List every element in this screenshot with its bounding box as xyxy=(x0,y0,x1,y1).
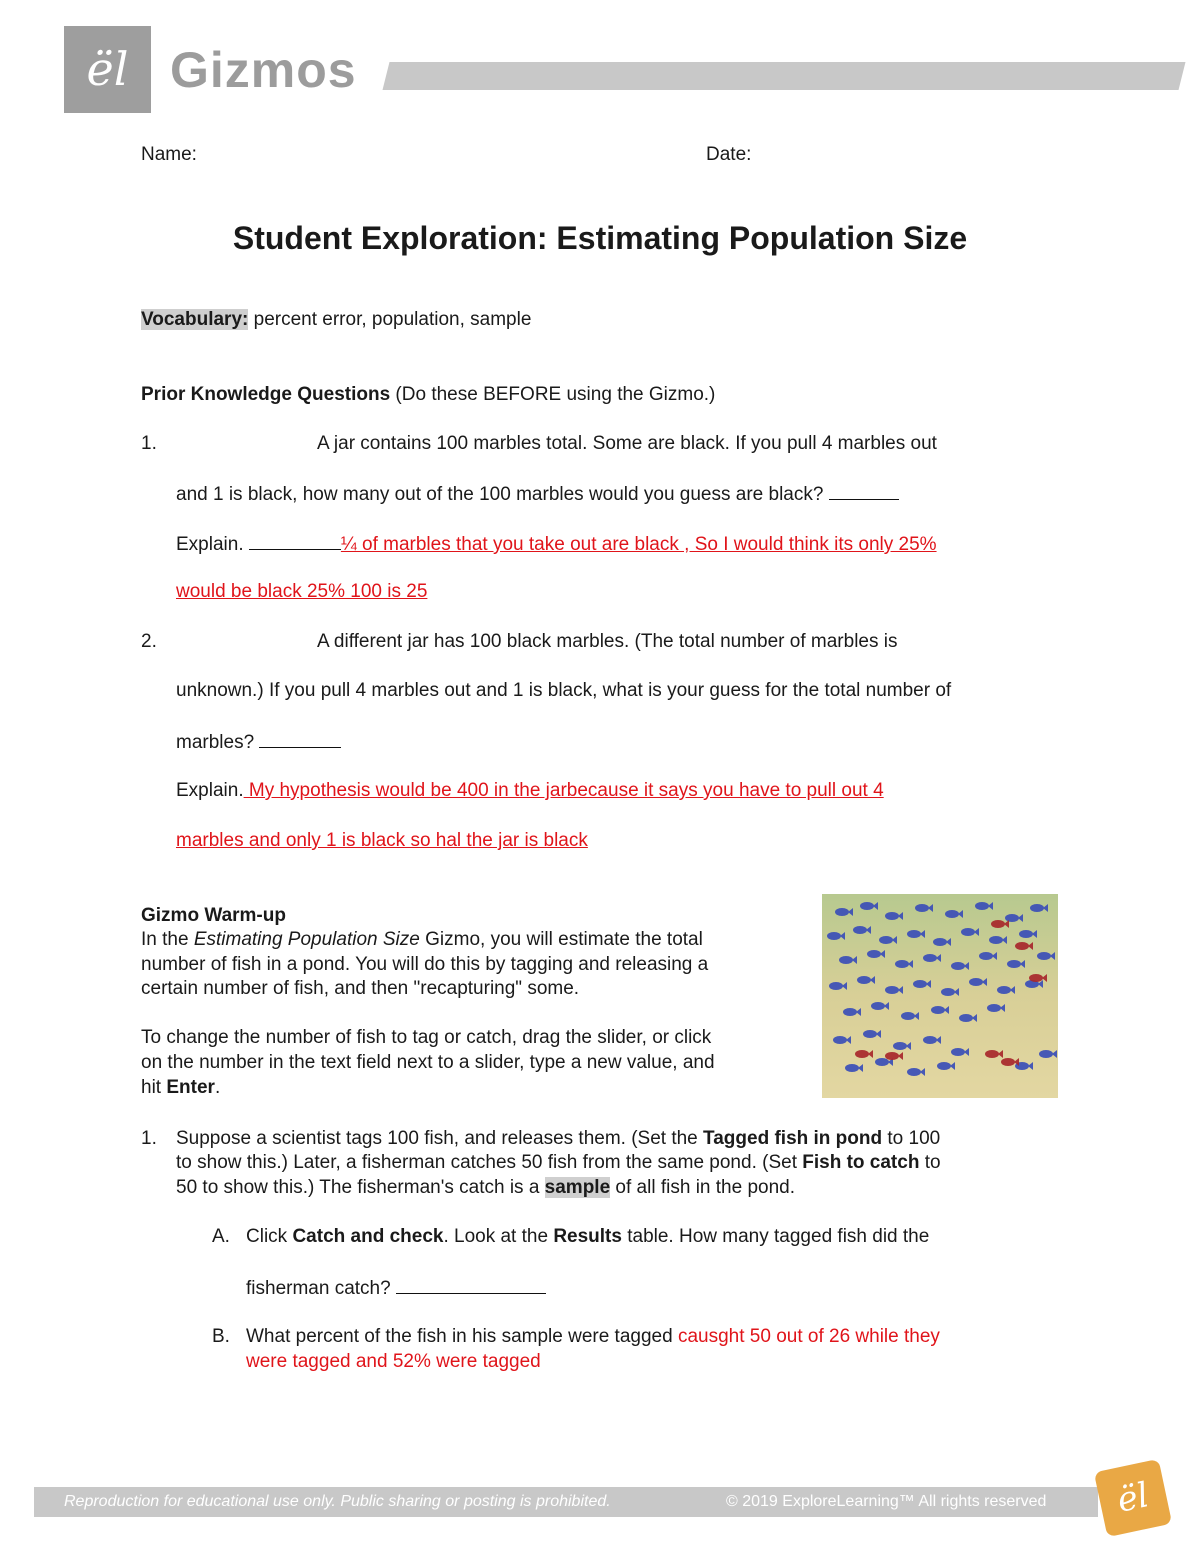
q2-answer-blank[interactable] xyxy=(259,729,341,748)
q1-number: 1. xyxy=(141,433,157,454)
q3-number: 1. xyxy=(141,1128,157,1149)
q2-line2: unknown.) If you pull 4 marbles out and 1 is black, what is your guess for the total number of xyxy=(176,680,952,701)
warmup-p2-text-c: . xyxy=(214,1077,221,1098)
fish-pond-image xyxy=(822,894,1058,1098)
q1-explain-label: Explain. xyxy=(176,534,244,555)
q2-line1: A different jar has 100 black marbles. (The total number of marbles is xyxy=(317,631,898,652)
header-bar xyxy=(383,62,1186,90)
date-label: Date: xyxy=(706,144,752,165)
qa-text-c: . Look at the xyxy=(443,1226,554,1247)
qb-text-a: What percent of the fish in his sample were tagged xyxy=(246,1326,678,1347)
q3-line3-a: 50 to show this.) The fisherman's catch is a xyxy=(176,1177,545,1198)
warmup-heading: Gizmo Warm-up xyxy=(141,905,286,926)
prior-knowledge-note: (Do these BEFORE using the Gizmo.) xyxy=(390,384,716,405)
fish-to-catch-label: Fish to catch xyxy=(802,1152,920,1173)
qa-letter: A. xyxy=(212,1226,230,1247)
q3-line2-a: to show this.) Later, a fisherman catches 50 fish from the same pond. (Set xyxy=(176,1152,803,1173)
q2-explain-label: Explain. xyxy=(176,780,244,801)
qa-line2 xyxy=(246,1275,546,1301)
qa-answer-blank[interactable] xyxy=(396,1275,546,1294)
q1-answer-blank[interactable] xyxy=(829,481,899,500)
sample-term: sample xyxy=(544,1177,611,1198)
qb-answer-1[interactable]: causght 50 out of 26 while they xyxy=(677,1326,940,1347)
vocabulary-terms: percent error, population, sample xyxy=(248,309,532,330)
badge-mark: ël xyxy=(1113,1475,1153,1521)
vocabulary-line xyxy=(141,308,531,332)
footer-disclaimer: Reproduction for educational use only. Public sharing or posting is prohibited. xyxy=(64,1493,611,1510)
q1-explain-answer-2[interactable]: would be black 25% 100 is 25 xyxy=(176,581,428,602)
q3-line2 xyxy=(176,1151,941,1175)
prior-knowledge-heading-line xyxy=(141,383,715,407)
warmup-p2-line1: To change the number of fish to tag or catch, drag the slider, or click xyxy=(141,1027,712,1048)
page-title: Student Exploration: Estimating Population Size xyxy=(232,220,968,256)
explorelearning-badge-icon xyxy=(1094,1459,1172,1537)
q2-line3-text: marbles? xyxy=(176,732,255,753)
prior-knowledge-heading: Prior Knowledge Questions xyxy=(141,384,391,405)
q1-explain-line xyxy=(176,531,937,557)
qa-text-e: table. How many tagged fish did the xyxy=(621,1226,930,1247)
q1-line2 xyxy=(176,481,899,507)
warmup-p2-line2: on the number in the text field next to a slider, type a new value, and xyxy=(141,1052,715,1073)
q3-line1 xyxy=(176,1127,940,1151)
warmup-p1-text-b: Gizmo, you will estimate the total xyxy=(419,929,703,950)
explorelearning-logo xyxy=(64,26,151,113)
vocabulary-label: Vocabulary: xyxy=(141,309,249,330)
q1-explain-answer-1[interactable]: ¼ of marbles that you take out are black , So I would think its only 25% xyxy=(340,534,937,555)
tagged-fish-label: Tagged fish in pond xyxy=(703,1128,883,1149)
qa-line1 xyxy=(246,1225,929,1249)
q2-number: 2. xyxy=(141,631,157,652)
q2-explain-line xyxy=(176,779,884,803)
name-label: Name: xyxy=(141,144,197,165)
brand-title: Gizmos xyxy=(170,42,357,98)
warmup-p2-text-a: hit xyxy=(141,1077,167,1098)
footer-bar xyxy=(34,1487,1098,1517)
qb-answer-2[interactable]: were tagged and 52% were tagged xyxy=(246,1351,541,1372)
q3-line2-c: to xyxy=(919,1152,941,1173)
q1-line1: A jar contains 100 marbles total. Some are black. If you pull 4 marbles out xyxy=(317,433,937,454)
qb-letter: B. xyxy=(212,1326,230,1347)
warmup-p1-line2: number of fish in a pond. You will do this by tagging and releasing a xyxy=(141,954,709,975)
warmup-p1-text-a: In the xyxy=(141,929,194,950)
q3-line1-a: Suppose a scientist tags 100 fish, and releases them. (Set the xyxy=(176,1128,704,1149)
q2-explain-answer-2[interactable]: marbles and only 1 is black so hal the jar is black xyxy=(176,830,588,851)
q3-line3 xyxy=(176,1176,795,1200)
enter-key-text: Enter xyxy=(166,1077,215,1098)
q2-line3 xyxy=(176,729,341,755)
catch-and-check-label: Catch and check xyxy=(292,1226,444,1247)
logo-mark: ël xyxy=(86,42,129,96)
qb-line1 xyxy=(246,1325,940,1349)
q2-explain-answer-1[interactable]: My hypothesis would be 400 in the jarbecause it says you have to pull out 4 xyxy=(243,780,884,801)
warmup-gizmo-name: Estimating Population Size xyxy=(193,929,420,950)
warmup-p1-line3: certain number of fish, and then "recapturing" some. xyxy=(141,978,580,999)
warmup-p2-line3 xyxy=(141,1076,220,1100)
q3-line3-c: of all fish in the pond. xyxy=(610,1177,795,1198)
results-label: Results xyxy=(553,1226,622,1247)
warmup-p1-line1 xyxy=(141,928,703,952)
q3-line1-c: to 100 xyxy=(882,1128,941,1149)
q1-explain-blank xyxy=(249,531,341,550)
footer-copyright: © 2019 ExploreLearning™ All rights reserved xyxy=(726,1493,1047,1510)
q1-line2-text: and 1 is black, how many out of the 100 marbles would you guess are black? xyxy=(176,484,824,505)
qa-line2-text: fisherman catch? xyxy=(246,1278,391,1299)
qa-text-a: Click xyxy=(246,1226,293,1247)
